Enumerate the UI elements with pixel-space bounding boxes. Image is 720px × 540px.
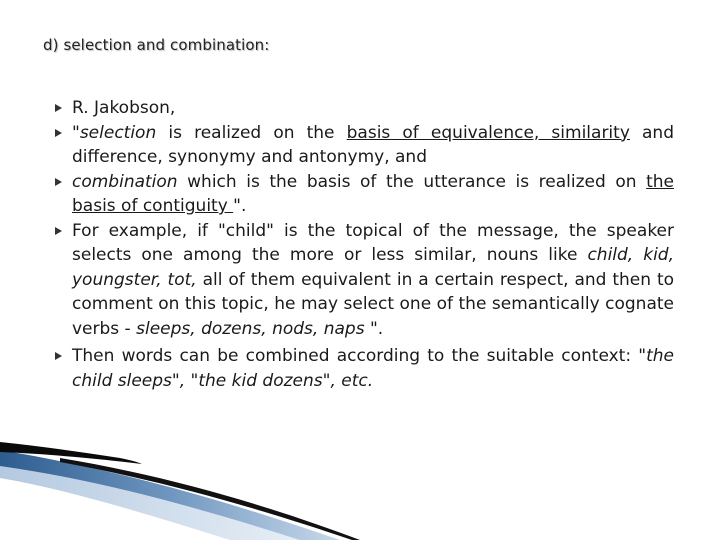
bullet-text-segment: ". <box>233 196 247 216</box>
decorative-swoosh <box>0 420 720 540</box>
bullet-text-segment: which is the basis of the utterance is realized on <box>177 171 647 192</box>
bullet-text-segment: child, kid, youngster, tot, <box>72 245 674 290</box>
slide-title: d) selection and combination: <box>43 36 270 54</box>
triangle-bullet-icon <box>55 129 62 137</box>
bullet-item <box>52 219 674 342</box>
bullet-text-segment: ". <box>364 318 384 339</box>
bullet-text-segment: " <box>72 122 80 143</box>
bullet-item <box>52 96 674 121</box>
triangle-bullet-icon <box>55 227 62 235</box>
triangle-bullet-icon <box>55 352 62 360</box>
bullet-text-segment: combination <box>72 171 178 192</box>
triangle-bullet-icon <box>55 178 62 186</box>
bullet-text-segment: is realized on the <box>156 122 347 143</box>
swoosh-blue-band <box>0 450 340 540</box>
bullet-text-segment: all of them equivalent in a certain respect, and then to comment on this topic, he may select one of the semantically cognate verbs - <box>72 269 675 339</box>
bullet-text-segment: R. Jakobson, <box>72 98 176 118</box>
bullet-text-segment: For example, if "child" is the topical of the message, the speaker selects one among the more or less similar, nouns like <box>72 220 674 265</box>
bullet-list <box>52 96 674 393</box>
bullet-text-segment: sleeps, dozens, nods, naps <box>136 318 365 339</box>
bullet-item <box>52 344 674 393</box>
bullet-item <box>52 170 674 219</box>
bullet-text-segment: selection <box>79 122 157 143</box>
bullet-text-segment: Then words can be combined according to the suitable context: <box>72 346 639 366</box>
triangle-bullet-icon <box>55 104 62 112</box>
bullet-text-segment: basis of equivalence, similarity <box>346 122 630 143</box>
bullet-item <box>52 121 674 170</box>
bullet-text-segment: "the child sleeps", "the kid dozens", etc. <box>72 346 674 391</box>
bullet-text-segment: and difference, synonymy and antonymy, and <box>72 122 674 167</box>
bullet-text-segment: the basis of contiguity <box>72 171 674 216</box>
